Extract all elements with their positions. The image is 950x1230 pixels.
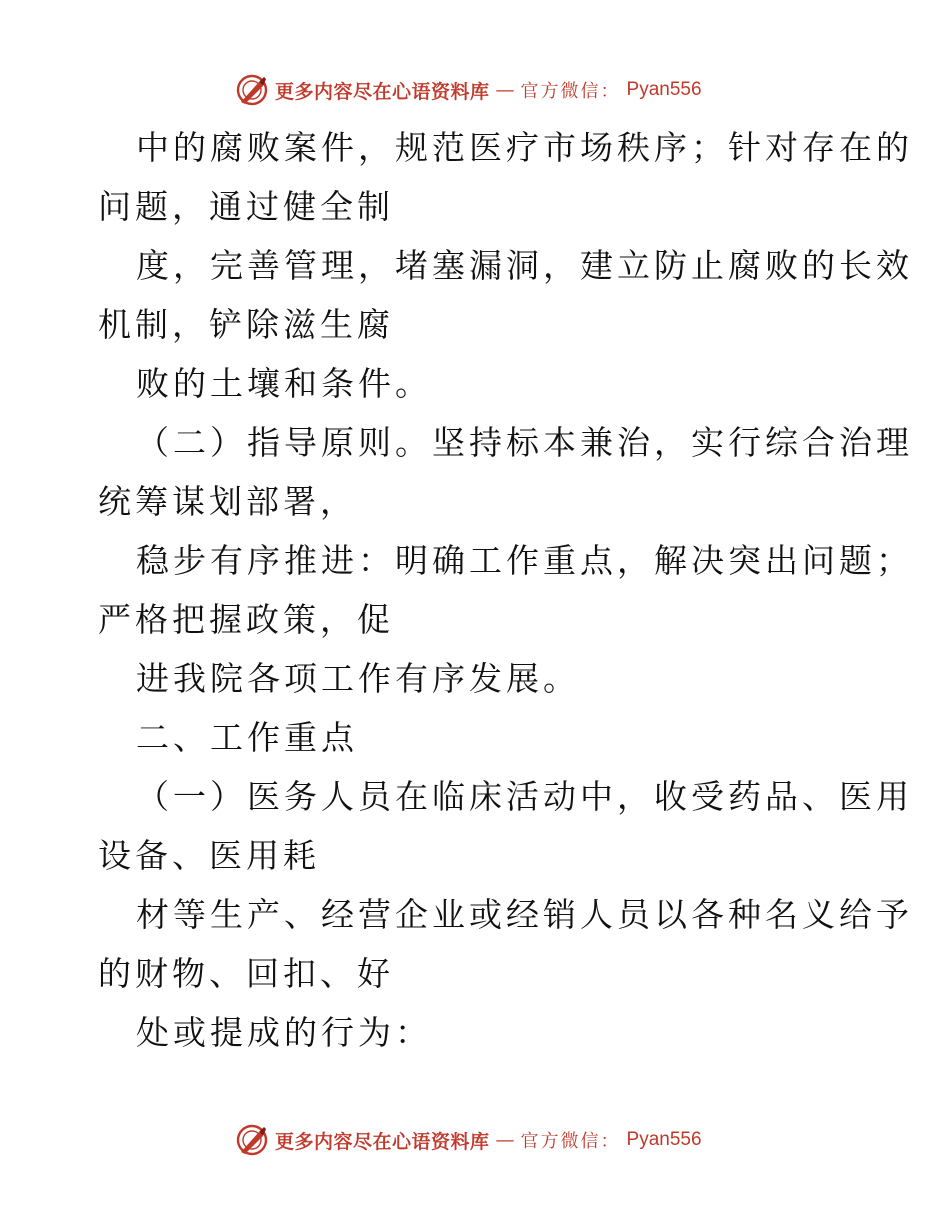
text-line: 败的土壤和条件。 (136, 364, 432, 403)
document-body (98, 118, 913, 1062)
watermark-site-name: 更多内容尽在心语资料库 (275, 80, 490, 103)
text-line: 中的腐败案件，规范医疗市场秩序；针对存在的 (136, 128, 913, 167)
text-line: （二）指导原则。坚持标本兼治，实行综合治理 (136, 423, 913, 462)
section-heading: 二、工作重点 (136, 718, 358, 757)
text-line: 稳步有序推进：明确工作重点，解决突出问题； (136, 541, 913, 580)
pen-logo-icon (235, 1123, 269, 1157)
footer-watermark (235, 1122, 702, 1158)
watermark-wechat-id: Pyan556 (626, 79, 702, 100)
watermark-dash: — (495, 1129, 515, 1151)
text-line: 材等生产、经营企业或经销人员以各种名义给予 (136, 895, 913, 934)
watermark-wechat-label: 官方微信： (520, 81, 621, 102)
text-line: 度，完善管理，堵塞漏洞，建立防止腐败的长效 (136, 246, 913, 285)
text-line: 进我院各项工作有序发展。 (136, 659, 580, 698)
text-line: 统筹谋划部署， (98, 482, 357, 521)
text-line: 问题，通过健全制 (98, 187, 394, 226)
watermark-wechat-id: Pyan556 (626, 1129, 702, 1150)
watermark-wechat-label: 官方微信： (520, 1131, 621, 1152)
text-line: 严格把握政策，促 (98, 600, 394, 639)
pen-logo-icon (235, 73, 269, 107)
header-watermark (235, 72, 702, 108)
watermark-site-name: 更多内容尽在心语资料库 (275, 1130, 490, 1153)
text-line: （一）医务人员在临床活动中，收受药品、医用 (136, 777, 913, 816)
watermark-dash: — (495, 79, 515, 101)
text-line: 处或提成的行为： (136, 1013, 432, 1052)
text-line: 设备、医用耗 (98, 836, 320, 875)
text-line: 机制，铲除滋生腐 (98, 305, 394, 344)
text-line: 的财物、回扣、好 (98, 954, 394, 993)
